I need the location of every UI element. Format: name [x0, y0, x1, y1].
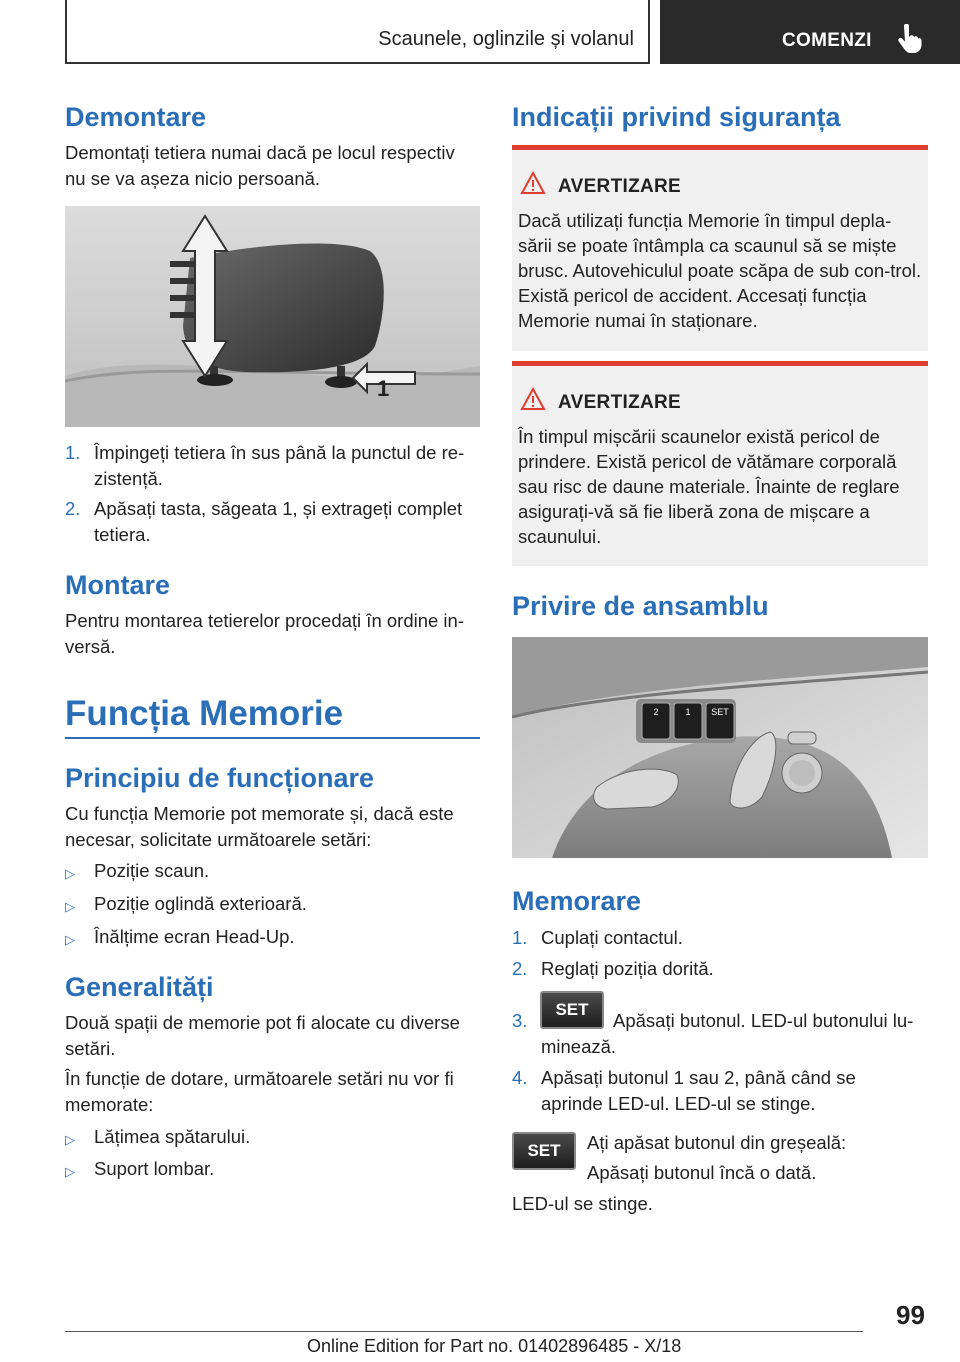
led-off-text: LED-ul se stinge. [512, 1193, 653, 1214]
warning-title: AVERTIZARE [558, 176, 681, 197]
chapter-title: Scaunele, oglinzile și volanul [378, 28, 634, 50]
footer-rule [65, 1331, 863, 1332]
headrest-illustration [65, 206, 480, 427]
montare-text: Pentru montarea tetierelor procedați în ordine in-versă. [65, 610, 464, 657]
warning-text: În timpul mișcării scaunelor există pericol de prindere. Există pericol de vătămare corporală sau risc de daune materiale. Înainte de reglare asigurați-vă să fie liberă zona de mișcare a scaunului. [518, 426, 900, 547]
section-tab[interactable] [660, 0, 960, 64]
memorare-steps: 1. Cuplați contactul. 2. Reglați poziția dorită. 3. Apăsați butonul. LED-ul butonului lu- minează. 4. Apăsați butonul 1 sau 2, până când se aprinde LED-ul. LED-ul se stinge. [512, 927, 914, 1114]
warning-triangle-icon [520, 387, 546, 411]
siguranta-heading: Indicații privind siguranța [512, 102, 841, 132]
generalitati-text-2: În funcție de dotare, următoarele setări nu vor fi memorate: [65, 1068, 454, 1115]
seat-controls-image [512, 637, 928, 858]
memorare-heading: Memorare [512, 886, 642, 916]
generalitati-heading: Generalități [65, 972, 214, 1002]
set-button-icon: SET [512, 1132, 576, 1170]
seat-controls-illustration [512, 637, 928, 858]
demontare-text: Demontați tetiera numai dacă pe locul respectiv nu se va așeza nicio persoană. [65, 142, 455, 189]
memory-button-1-label: 1 [685, 707, 691, 717]
hand-pointer-icon [896, 24, 922, 54]
arrow-label: 1 [377, 376, 390, 401]
triangle-bullet-icon: ▷ [65, 899, 75, 914]
chapter-tab [65, 0, 650, 64]
ansamblu-heading: Privire de ansamblu [512, 591, 769, 621]
generalitati-items: ▷ Lățimea spătarului. ▷ Suport lombar. [65, 1124, 480, 1188]
warning-text: Dacă utilizați funcția Memorie în timpul depla-sării se poate întâmpla ca scaunul să se miște brusc. Autovehiculul poate scăpa de sub con-trol. Există pericol de accident. Accesați funcția Memorie numai în staționare. [518, 210, 922, 331]
generalitati-text-1: Două spații de memorie pot fi alocate cu diverse setări. [65, 1012, 460, 1059]
principiu-text: Cu funcția Memorie pot memorate și, dacă este necesar, solicitate următoarele setări: [65, 803, 454, 850]
heading-rule [65, 737, 480, 739]
mistake-text-2: Apăsați butonul încă o dată. [587, 1162, 817, 1183]
triangle-bullet-icon: ▷ [65, 866, 75, 881]
warning-triangle-icon [520, 171, 546, 195]
page-number: 99 [896, 1300, 925, 1330]
triangle-bullet-icon: ▷ [65, 1132, 75, 1147]
headrest-image [65, 206, 480, 427]
warning-box [512, 361, 928, 566]
memorie-heading: Funcția Memorie [65, 694, 344, 733]
warning-box [512, 145, 928, 351]
memorie-items: ▷ Poziție scaun. ▷ Poziție oglindă exterioară. ▷ Înălțime ecran Head-Up. [65, 858, 480, 954]
edition-text: Online Edition for Part no. 01402896485 - X/18 [307, 1336, 682, 1356]
mistake-text-1: Ați apăsat butonul din greșeală: [587, 1132, 847, 1153]
section-title: COMENZI [782, 30, 872, 51]
set-button-icon: SET [540, 991, 604, 1029]
demontare-heading: Demontare [65, 102, 207, 132]
principiu-heading: Principiu de funcționare [65, 763, 375, 793]
set-button-label: SET [711, 707, 729, 717]
warning-title: AVERTIZARE [558, 392, 681, 413]
triangle-bullet-icon: ▷ [65, 932, 75, 947]
triangle-bullet-icon: ▷ [65, 1164, 75, 1179]
montare-heading: Montare [65, 570, 171, 600]
memory-button-2-label: 2 [653, 707, 659, 717]
demontare-steps: 1. Împingeți tetiera în sus până la punctul de re- zistență. 2. Apăsați tasta, săgeata 1, și extrageți complet tetiera. [65, 442, 465, 545]
